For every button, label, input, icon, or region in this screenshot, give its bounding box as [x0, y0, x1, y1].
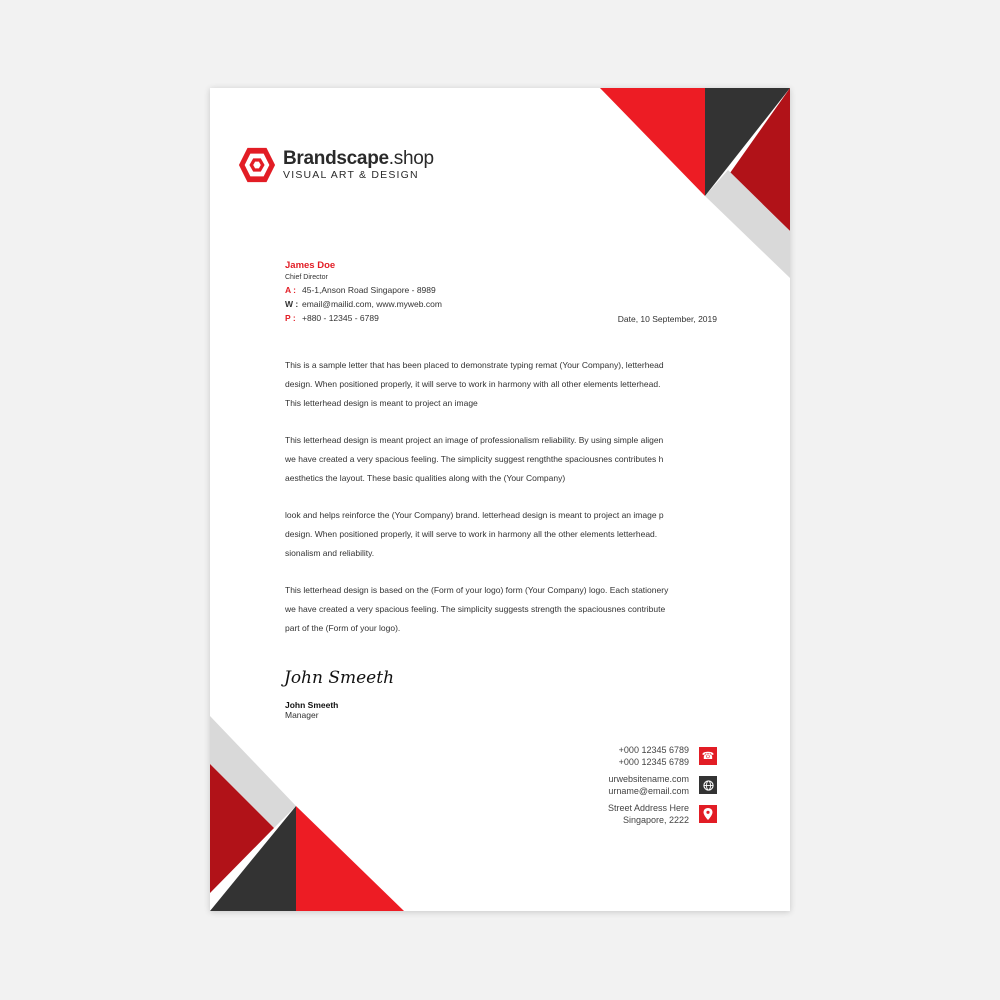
- phone-icon: ☎: [699, 747, 717, 765]
- brand-name-suffix: .shop: [388, 148, 434, 170]
- footer-website: urwebsitename.com: [608, 774, 689, 784]
- sender-address: 45-1,Anson Road Singapore - 8989: [302, 285, 436, 295]
- letter-body: [285, 356, 717, 656]
- web-label: W :: [285, 299, 299, 309]
- footer-phone-2: +000 12345 6789: [618, 757, 689, 767]
- signer-title: Manager: [285, 710, 319, 720]
- footer-contacts: [608, 744, 717, 831]
- footer-address-group: [608, 802, 717, 826]
- address-label: A :: [285, 285, 297, 295]
- hexagon-logo-icon: [238, 146, 276, 184]
- sender-web: email@mailid.com, www.myweb.com: [302, 299, 442, 309]
- footer-address-2: Singapore, 2222: [622, 815, 689, 825]
- sender-address-row: [285, 285, 442, 295]
- sender-name: James Doe: [285, 260, 336, 271]
- footer-email: urname@email.com: [608, 786, 689, 796]
- footer-address-1: Street Address Here: [607, 803, 689, 813]
- handwritten-signature: John Smeeth: [284, 668, 395, 688]
- bottom-left-triangles: [210, 716, 404, 911]
- signer-block: [285, 700, 338, 720]
- signer-name: John Smeeth: [285, 700, 339, 710]
- paragraph: [285, 431, 717, 488]
- top-right-triangles: [600, 88, 790, 278]
- letterhead-sheet: [210, 88, 790, 911]
- paragraph-line: This letterhead design is meant project an image of professionalism reliability. By using simple aligen: [285, 435, 664, 445]
- location-pin-icon: [699, 805, 717, 823]
- sender-title: Chief Director: [285, 274, 328, 281]
- footer-web-group: [608, 773, 717, 797]
- phone-label: P :: [285, 313, 296, 323]
- brand-logo: [238, 146, 434, 184]
- sender-web-row: [285, 299, 442, 309]
- globe-icon: [699, 776, 717, 794]
- paragraph-line: This letterhead design is meant to project an image: [285, 398, 478, 408]
- paragraph-line: sionalism and reliability.: [285, 548, 375, 558]
- paragraph-line: This letterhead design is based on the (Form of your logo) form (Your Company) logo. Each stationery: [285, 585, 669, 595]
- paragraph-line: part of the (Form of your logo).: [285, 623, 401, 633]
- paragraph-line: aesthetics the layout. These basic qualities along with the (Your Company): [285, 473, 566, 483]
- brand-tagline: VISUAL ART & DESIGN: [283, 169, 419, 182]
- sender-block: [285, 260, 442, 323]
- sender-phone: +880 - 12345 - 6789: [302, 313, 379, 323]
- letter-date: Date, 10 September, 2019: [617, 314, 717, 324]
- paragraph-line: design. When positioned properly, it will serve to work in harmony all the other elements letterhead.: [285, 529, 658, 539]
- paragraph-line: This is a sample letter that has been placed to demonstrate typing remat (Your Company), letterhead: [285, 360, 664, 370]
- paragraph: [285, 581, 717, 638]
- paragraph-line: we have created a very spacious feeling. The simplicity suggest rengththe spaciousnes contributes h: [285, 454, 664, 464]
- paragraph: [285, 506, 717, 563]
- paragraph-line: design. When positioned properly, it will serve to work in harmony with all other elements letterhead.: [285, 379, 661, 389]
- paragraph: [285, 356, 717, 413]
- paragraph-line: look and helps reinforce the (Your Company) brand. letterhead design is meant to project an image p: [285, 510, 664, 520]
- footer-phone-1: +000 12345 6789: [618, 745, 689, 755]
- paragraph-line: we have created a very spacious feeling. The simplicity suggests strength the spaciousnes contribute: [285, 604, 666, 614]
- footer-phone-group: [608, 744, 717, 768]
- sender-phone-row: [285, 313, 442, 323]
- brand-name: Brandscape.shop: [283, 148, 434, 170]
